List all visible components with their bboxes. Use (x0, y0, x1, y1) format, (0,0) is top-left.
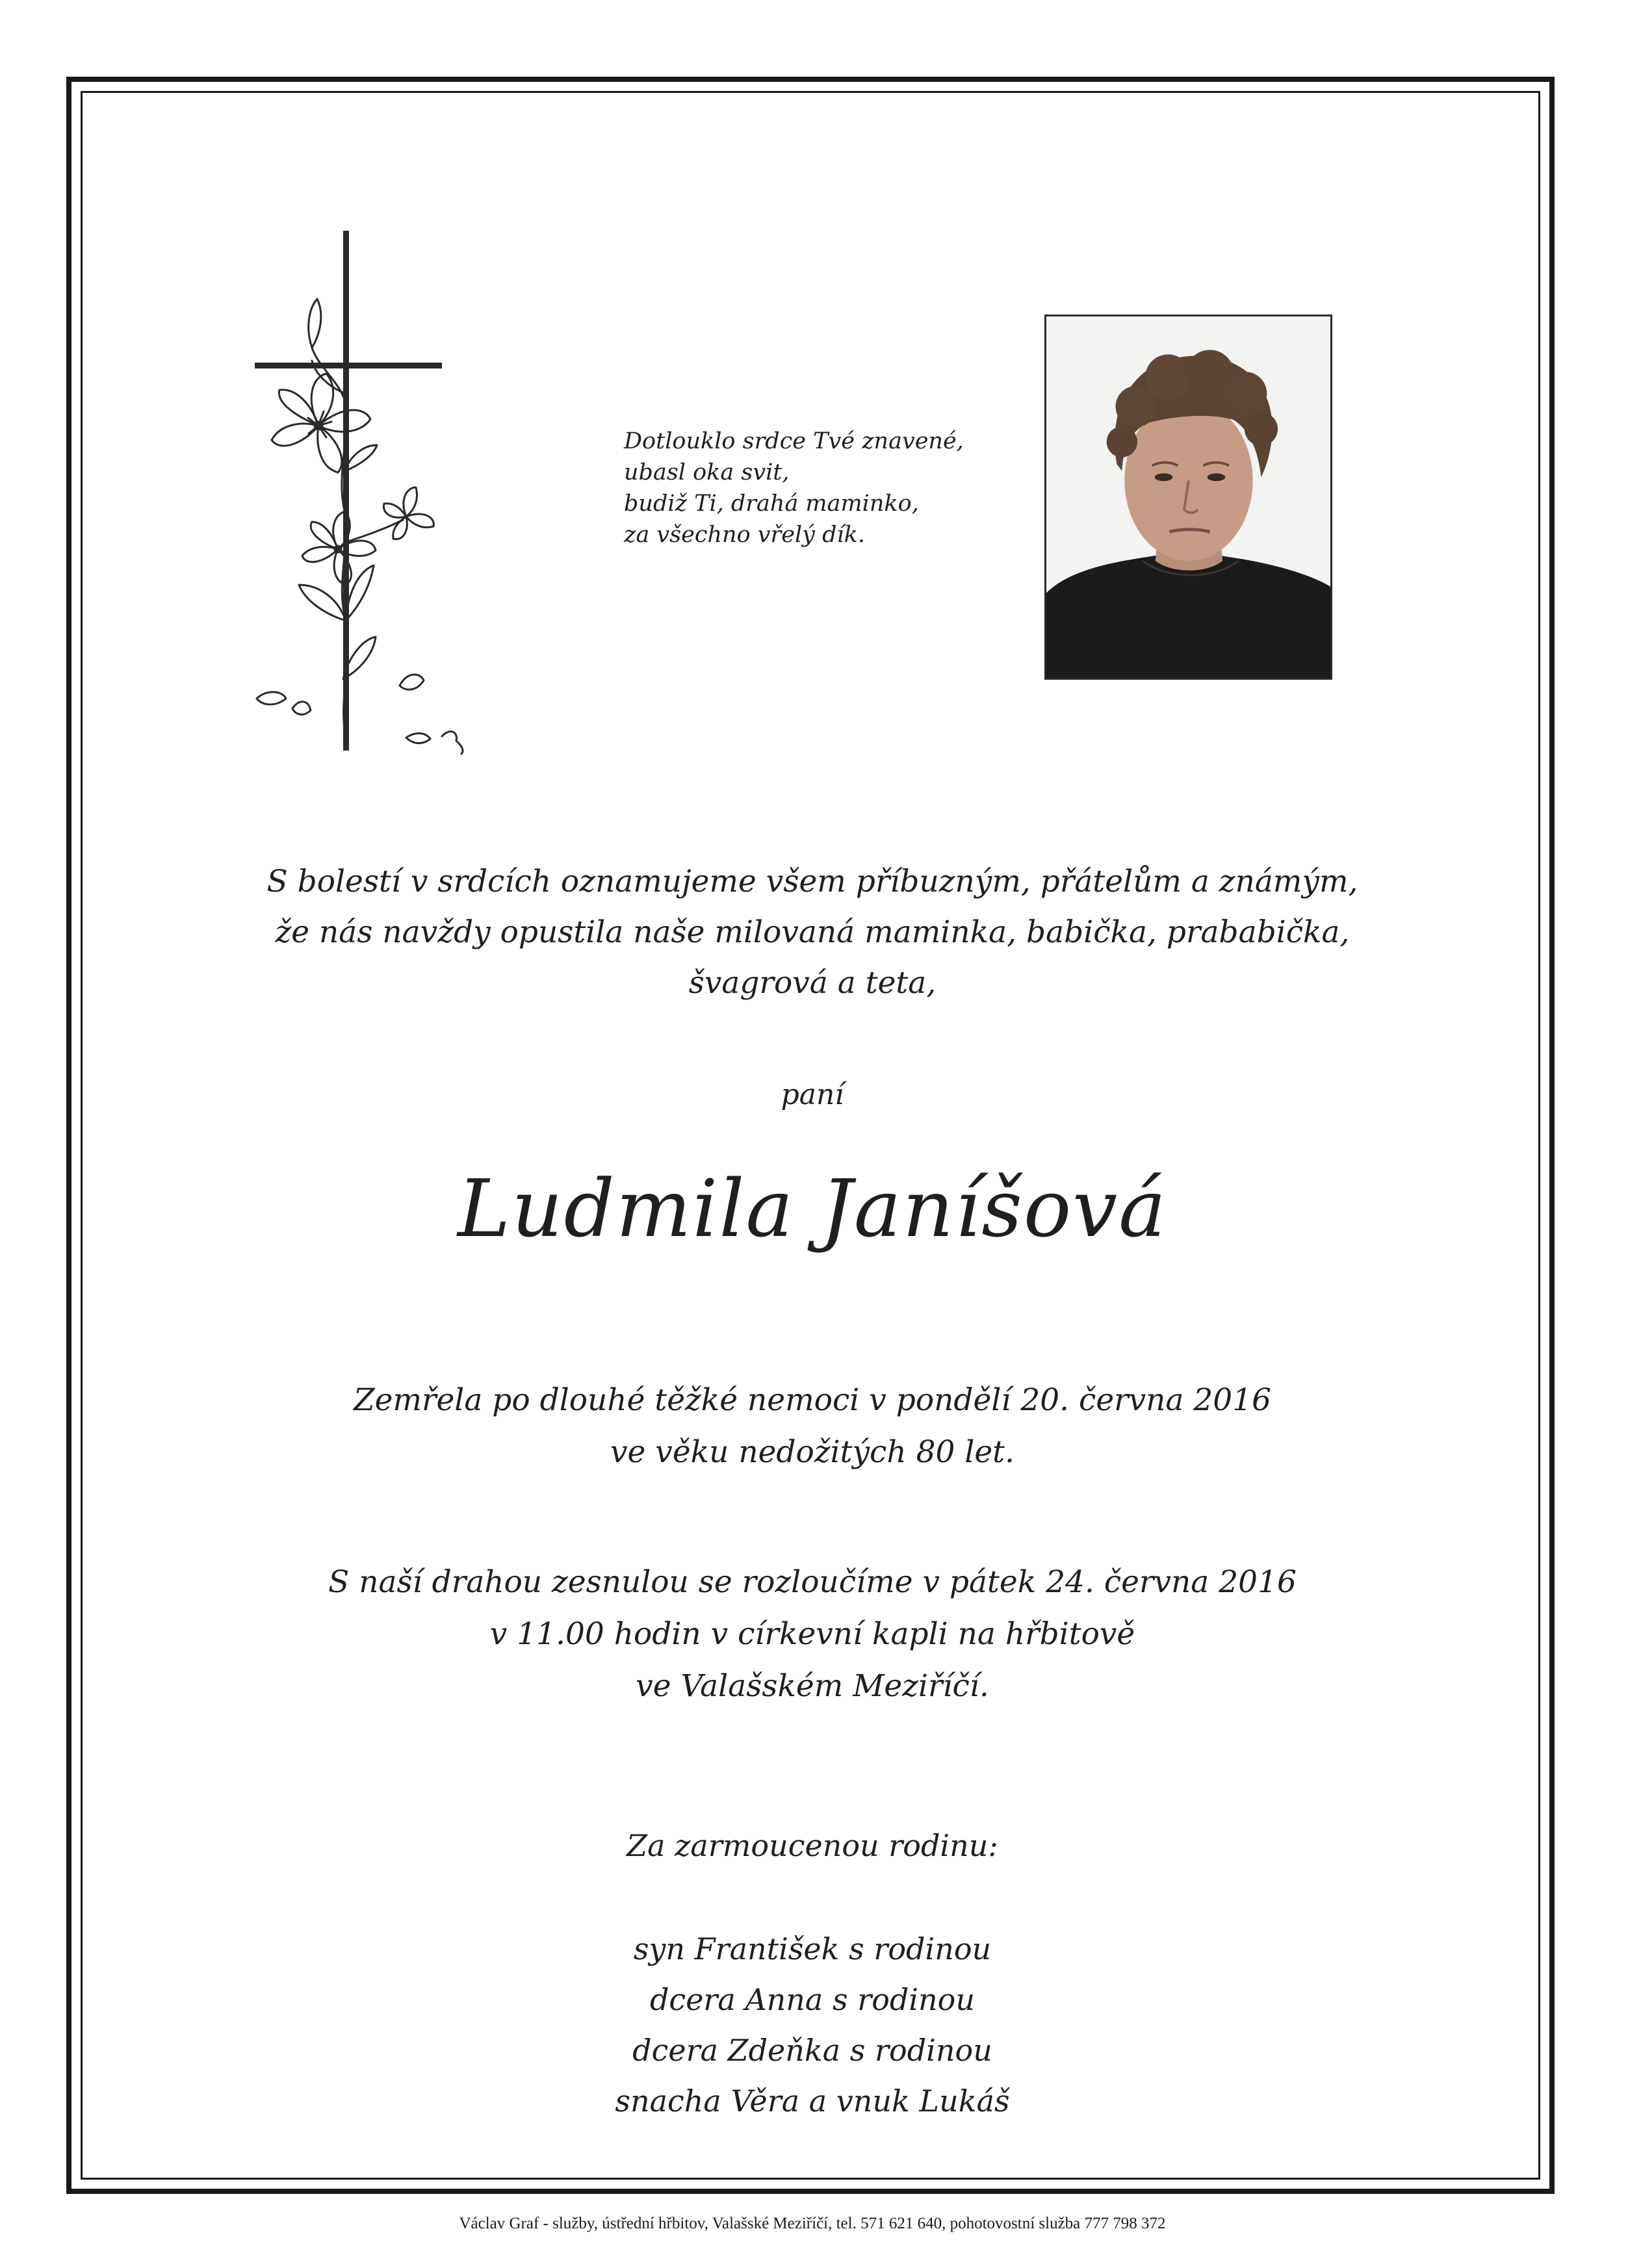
verse-line: za všechno vřelý dík. (624, 522, 866, 548)
death-line: ve věku nedožitých 80 let. (610, 1434, 1014, 1470)
funeral-line: S naší drahou zesnulou se rozloučíme v pátek 24. června 2016 (328, 1564, 1297, 1600)
cross-with-lily-icon (247, 231, 494, 764)
family-member: snacha Věra a vnuk Lukáš (615, 2083, 1010, 2119)
funeral-line: v 11.00 hodin v církevní kapli na hřbitově (489, 1616, 1135, 1652)
funeral-service-footer: Václav Graf - služby, ústřední hřbitov, Valašské Meziříčí, tel. 571 621 640, pohotovostní služba 777 798 372 (459, 2215, 1166, 2232)
family-member: syn František s rodinou (633, 1931, 992, 1966)
announcement-line: švagrová a teta, (688, 965, 937, 1001)
family-member: dcera Zdeňka s rodinou (632, 2033, 992, 2068)
verse-line: Dotlouklo srdce Tvé znavené, (624, 428, 964, 454)
deceased-name: Ludmila Janíšová (458, 1163, 1167, 1255)
family-heading: Za zarmoucenou rodinu: (627, 1828, 998, 1863)
announcement-line: že nás navždy opustila naše milovaná maminka, babička, prababička, (275, 914, 1350, 950)
portrait-photo (1044, 315, 1332, 680)
memorial-verse (624, 426, 1027, 550)
verse-line: budiž Ti, drahá maminko, (624, 491, 919, 517)
family-list (97, 1924, 1527, 2126)
death-announcement (97, 857, 1527, 1009)
funeral-line: ve Valašském Meziříčí. (636, 1668, 989, 1704)
death-details (97, 1374, 1527, 1478)
funeral-details (97, 1556, 1527, 1712)
announcement-line: S bolestí v srdcích oznamujeme všem příbuzným, přátelům a známým, (266, 864, 1358, 899)
death-line: Zemřela po dlouhé těžké nemoci v pondělí 20. června 2016 (353, 1382, 1272, 1418)
verse-line: ubasl oka svit, (624, 459, 790, 485)
family-member: dcera Anna s rodinou (649, 1982, 975, 2017)
honorific: paní (781, 1078, 844, 1111)
